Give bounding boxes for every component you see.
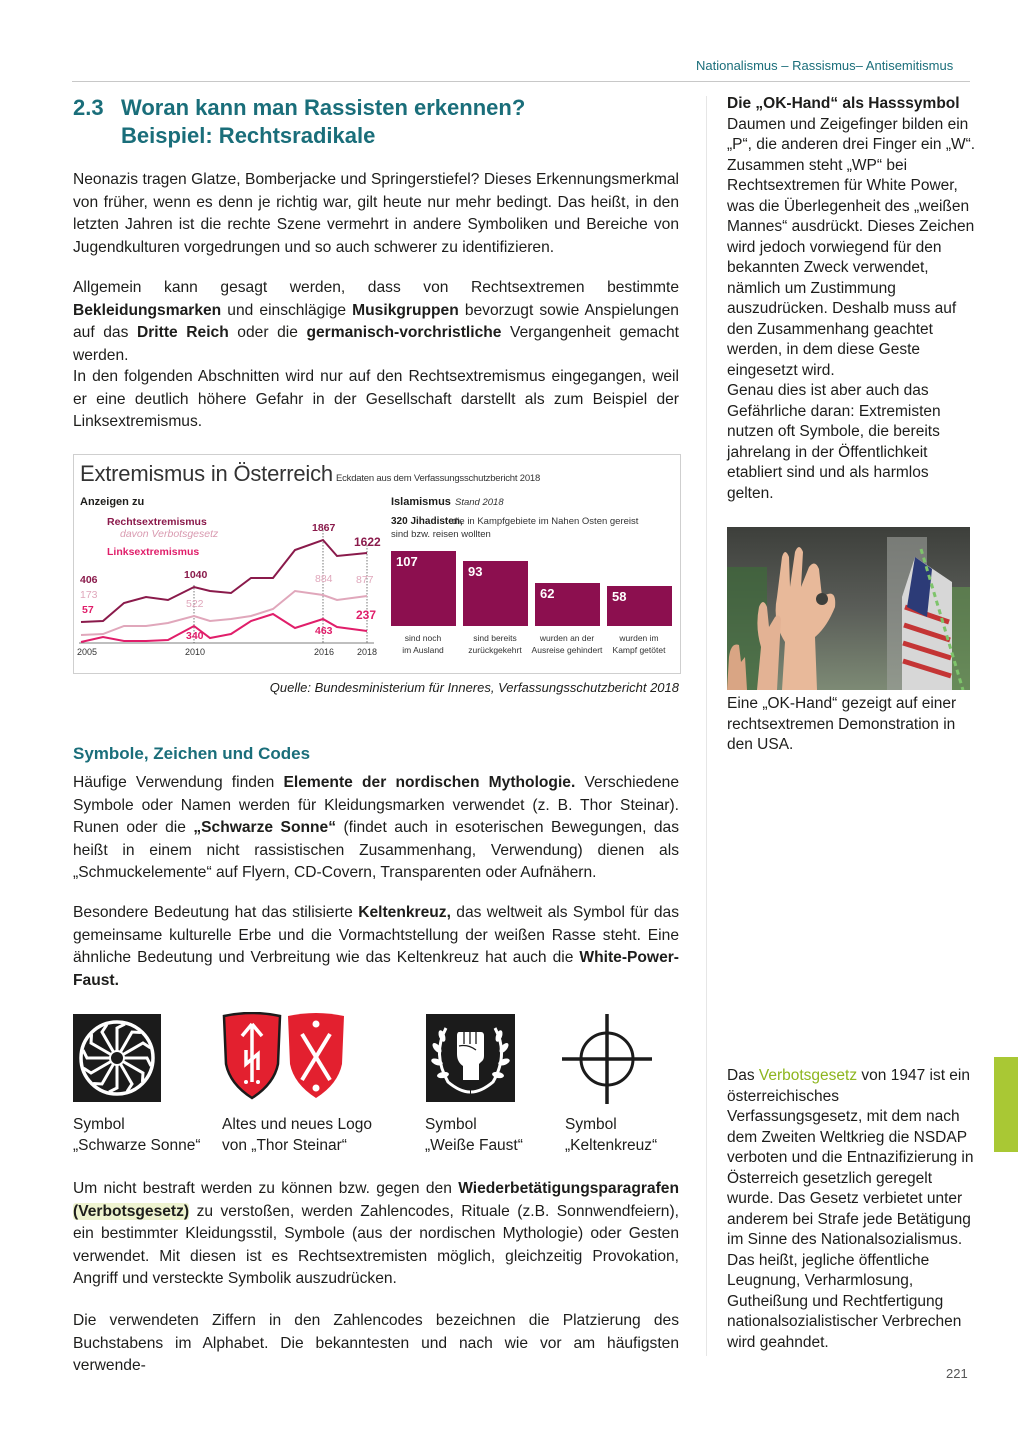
svg-text:zurückgekehrt: zurückgekehrt bbox=[468, 645, 522, 655]
svg-text:Kampf getötet: Kampf getötet bbox=[612, 645, 666, 655]
bold-musikgruppen: Musikgruppen bbox=[352, 301, 459, 319]
chart-subtitle: Eckdaten aus dem Verfassungsschutzbericht 2018 bbox=[335, 473, 541, 484]
chart-svg bbox=[74, 455, 680, 673]
paragraph-intro: Neonazis tragen Glatze, Bomberjacke und Springerstiefel? Dieses Erkennungsmerkmal von früher, wenn es denn je richtig war, gilt heute nur mehr bedingt. Das heißt, in den letzten Jahren ist die rechte Szene vermehrt in andere Symboliken und Bereiche von Jugendkulturen vorgedrungen und so auch schwerer zu identifizieren. bbox=[73, 171, 679, 256]
bar-chart-desc-bold: 320 Jihadisten, bbox=[391, 516, 463, 527]
sidebar-ok-hand-title: Die „OK-Hand“ als Hasssymbol bbox=[727, 95, 960, 112]
paragraph-verbotsgesetz: Um nicht bestraft werden zu können bzw. gegen den Wiederbetätigungsparagrafen (Verbotsgesetz) zu verstoßen, werden Zahlencodes, Rituale (z.B. Sonnwendfeiern), ein bestimmter Kleidungsstil, Symbole (aus der nordischen Mythologie) oder Gesten verwendet. Mit diesen ist es Rechtsextremisten möglich, gleichzeitig Provokation, Angriff und versteckte Symbolik auszudrücken. bbox=[73, 1180, 679, 1287]
svg-text:2018: 2018 bbox=[357, 647, 378, 657]
svg-text:2016: 2016 bbox=[314, 647, 335, 657]
paragraph-keltenkreuz: Besondere Bedeutung hat das stilisierte Keltenkreuz, das weltweit als Symbol für das gemeinsame kulturelle Erbe und die Vormachtstellung der weißen Rasse steht. Eine ähnliche Bedeutung und Verbreitung wie das Keltenkreuz hat auch die White-Power-Faust. bbox=[73, 904, 679, 989]
chart-source: Quelle: Bundesministerium für Inneres, Verfassungsschutzbericht 2018 bbox=[269, 680, 679, 695]
header-divider bbox=[72, 81, 970, 82]
paragraph-focus: In den folgenden Abschnitten wird nur auf den Rechtsextremismus eingegangen, weil er eine deutlich höhere Gefahr in der Gesellschaft darstellt als zum Beispiel der Linksextremismus. bbox=[73, 368, 679, 430]
svg-text:sind noch: sind noch bbox=[404, 633, 442, 643]
svg-text:sind bereits: sind bereits bbox=[473, 633, 517, 643]
svg-text:1867: 1867 bbox=[312, 522, 336, 534]
sidebar-verbotsgesetz: Das Verbotsgesetz von 1947 ist ein österreichisches Verfassungsgesetz, mit dem nach dem Zweiten Weltkrieg die NSDAP verboten und die Entnazifizierung in Österreich gesetzlich geregelt wurde. Das Gesetz verbietet unter anderem bei Strafe jede Betätigung im Sinne des Nationalsozialismus. Das heißt, jegliche öffentliche Leugnung, Verharmlosung, Gutheißung und Rechtfertigung nationalsozialistischer Verbrechen wird geahndet. bbox=[727, 1067, 974, 1351]
svg-text:173: 173 bbox=[80, 589, 98, 601]
section-title-line2: Beispiel: Rechtsradikale bbox=[121, 123, 376, 148]
thor-steinar-logo-icon bbox=[222, 1012, 348, 1102]
page-number: 221 bbox=[946, 1366, 968, 1381]
section-title-line1: Woran kann man Rassisten erkennen? bbox=[121, 95, 526, 120]
chapter-tab-marker bbox=[994, 1057, 1018, 1152]
svg-text:57: 57 bbox=[82, 604, 94, 616]
bold-bekleidungsmarken: Bekleidungsmarken bbox=[73, 301, 222, 319]
bar-chart-desc-1: die in Kampfgebiete im Nahen Osten gereist bbox=[452, 516, 639, 527]
paragraph-number-codes: Die verwendeten Ziffern in den Zahlencodes bezeichnen die Platzierung des Buchstabens im Alphabet. Die bekanntesten und nach wie vor am häufigsten verwende- bbox=[73, 1312, 679, 1374]
svg-text:1040: 1040 bbox=[184, 569, 208, 581]
ok-hand-photo bbox=[727, 527, 970, 690]
svg-text:58: 58 bbox=[612, 589, 627, 604]
svg-text:237: 237 bbox=[356, 608, 377, 622]
svg-text:Ausreise gehindert: Ausreise gehindert bbox=[531, 645, 603, 655]
sidebar-divider bbox=[706, 96, 707, 1356]
white-fist-icon bbox=[426, 1014, 515, 1102]
bar-chart-desc-2: sind bzw. reisen wollten bbox=[391, 529, 491, 540]
paragraph-mythology: Häufige Verwendung finden Elemente der nordischen Mythologie. Verschiedene Symbole oder Namen werden für Kleidungsmarken verwendet (z. B. Thor Steinar). Runen oder die „Schwarze Sonne“ (findet auch in esoterischen Bewegungen, das heißt in einem nicht rassistischen Zusammenhang, Verwendung) dienen als „Schmuckelemente“ auf Flyern, CD-Covern, Transparenten oder Aufnähern. bbox=[73, 774, 680, 881]
verbotsgesetz-term: Verbotsgesetz bbox=[758, 1067, 858, 1084]
bold-dritte-reich: Dritte Reich bbox=[136, 324, 229, 341]
svg-text:522: 522 bbox=[186, 598, 204, 610]
line-chart-heading: Anzeigen zu bbox=[80, 496, 145, 508]
sidebar-ok-hand-text: Daumen und Zeigefinger bilden ein „P“, die anderen drei Finger ein „W“. Zusammen steht „WP“ bei Rechtsextremen für White Power, was die Überlegenheit des „weißen Mannes“ ausdrückt. Dieses Zeichen wird jedoch vorwiegend für den bekannten Zweck verwendet, nämlich um Zustimmung auszudrücken. Deshalb muss auf den Zusammenhang geachtet werden, in dem diese Geste eingesetzt wird. bbox=[727, 115, 976, 379]
bold-germanisch: germanisch-vorchristliche bbox=[306, 324, 502, 341]
extremism-infographic bbox=[73, 454, 681, 674]
section-title bbox=[73, 94, 525, 150]
svg-text:406: 406 bbox=[80, 574, 98, 586]
symbol-caption-thor-steinar: Altes und neues Logo von „Thor Steinar“ bbox=[222, 1116, 372, 1154]
svg-text:2010: 2010 bbox=[185, 647, 206, 657]
svg-text:877: 877 bbox=[356, 574, 374, 586]
symbol-caption-celtic-cross: Symbol „Keltenkreuz“ bbox=[565, 1116, 658, 1154]
svg-text:wurden im: wurden im bbox=[619, 633, 659, 643]
svg-text:884: 884 bbox=[315, 573, 333, 585]
legend-linksextremismus: Linksextremismus bbox=[107, 546, 200, 558]
svg-text:107: 107 bbox=[396, 554, 418, 569]
svg-text:62: 62 bbox=[540, 586, 555, 601]
bar-chart-title: Islamismus bbox=[391, 496, 451, 508]
symbol-caption-white-fist: Symbol „Weiße Faust“ bbox=[425, 1116, 523, 1154]
bar-chart-title-suffix: Stand 2018 bbox=[455, 497, 504, 508]
highlight-verbotsgesetz: (Verbotsgesetz) bbox=[73, 1202, 190, 1220]
svg-text:1622: 1622 bbox=[354, 535, 381, 549]
svg-text:93: 93 bbox=[468, 564, 483, 579]
svg-text:340: 340 bbox=[186, 630, 204, 642]
chart-title: Extremismus in Österreich Eckdaten aus dem Verfassungsschutzbericht 2018 bbox=[80, 461, 541, 486]
legend-verbotsgesetz: davon Verbotsgesetz bbox=[120, 528, 219, 540]
bar-series bbox=[391, 551, 672, 626]
sidebar-ok-hand bbox=[727, 94, 977, 504]
svg-text:im Ausland: im Ausland bbox=[402, 645, 444, 655]
svg-text:463: 463 bbox=[315, 625, 333, 637]
paragraph-brands: Allgemein kann gesagt werden, dass von Rechtsextremen bestimmte Bekleidungsmarken und einschlägige Musikgruppen bevorzugt sowie Anspielungen auf das Dritte Reich oder die germanisch-vorchristliche Vergangenheit gemacht werden. bbox=[73, 279, 679, 364]
photo-caption: Eine „OK-Hand“ gezeigt auf einer rechtsextremen Demonstration in den USA. bbox=[727, 695, 957, 753]
celtic-cross-icon bbox=[562, 1014, 652, 1104]
black-sun-icon bbox=[73, 1014, 161, 1102]
sidebar-ok-hand-text2: Genau dies ist aber auch das Gefährliche daran: Extremisten nutzen oft Symbole, die bereits jahrelang in der Öffentlichkeit etabliert sind und als harmlos gelten. bbox=[727, 382, 941, 502]
svg-text:2005: 2005 bbox=[77, 647, 98, 657]
symbol-caption-black-sun: Symbol „Schwarze Sonne“ bbox=[73, 1116, 201, 1154]
legend-rechtsextremismus: Rechtsextremismus bbox=[107, 516, 207, 528]
subsection-heading: Symbole, Zeichen und Codes bbox=[73, 744, 311, 763]
svg-text:wurden an der: wurden an der bbox=[539, 633, 595, 643]
section-number: 2.3 bbox=[73, 95, 104, 120]
running-header: Nationalismus – Rassismus– Antisemitismus bbox=[696, 58, 954, 73]
